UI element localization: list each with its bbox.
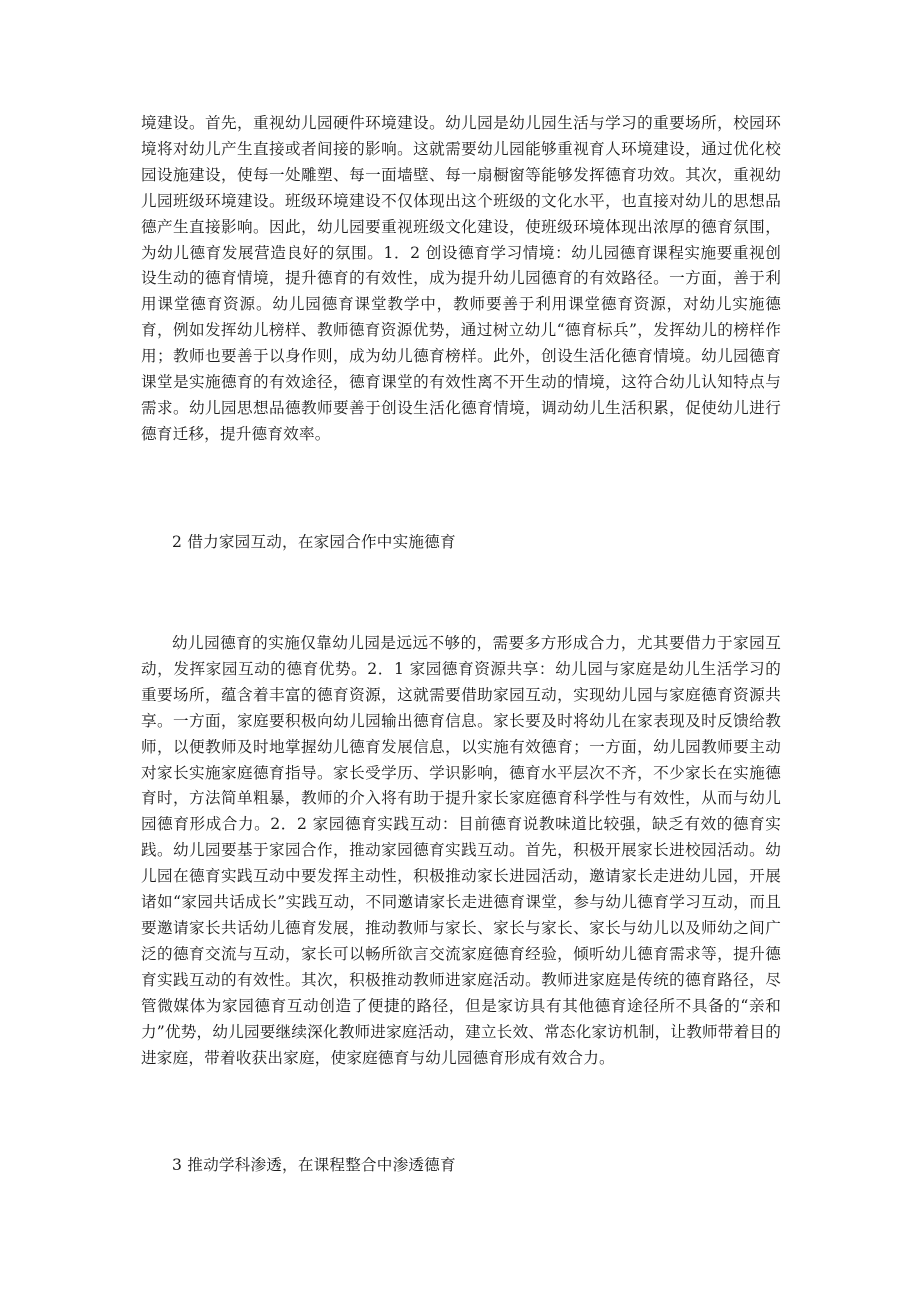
section-heading-2: 2 借力家园互动，在家园合作中实施德育 <box>172 533 456 551</box>
body-paragraph-1: 境建设。首先，重视幼儿园硬件环境建设。幼儿园是幼儿园生活与学习的重要场所，校园环境将对幼儿产生直接或者间接的影响。这就需要幼儿园能够重视育人环境建设，通过优化校园设施建设，使每一处雕塑、每一面墙壁、每一扇橱窗等能够发挥德育功效。其次，重视幼儿园班级环境建设。班级环境建设不仅体现出这个班级的文化水平，也直接对幼儿的思想品德产生直接影响。因此，幼儿园要重视班级文化建设，使班级环境体现出浓厚的德育氛围，为幼儿德育发展营造良好的氛围。1．2 创设德育学习情境：幼儿园德育课程实施要重视创设生动的德育情境，提升德育的有效性，成为提升幼儿园德育的有效路径。一方面，善于利用课堂德育资源。幼儿园德育课堂教学中，教师要善于利用课堂德育资源，对幼儿实施德育，例如发挥幼儿榜样、教师德育资源优势，通过树立幼儿“德育标兵”，发挥幼儿的榜样作用；教师也要善于以身作则，成为幼儿德育榜样。此外，创设生活化德育情境。幼儿园德育课堂是实施德育的有效途径，德育课堂的有效性离不开生动的情境，这符合幼儿认知特点与需求。幼儿园思想品德教师要善于创设生活化德育情境，调动幼儿生活积累，促使幼儿进行德育迁移，提升德育效率。 <box>141 114 781 443</box>
section-heading-3: 3 推动学科渗透，在课程整合中渗透德育 <box>172 1156 456 1174</box>
body-paragraph-2: 幼儿园德育的实施仅靠幼儿园是远远不够的，需要多方形成合力，尤其要借力于家园互动，发挥家园互动的德育优势。2．1 家园德育资源共享：幼儿园与家庭是幼儿生活学习的重要场所，蕴含着丰富的德育资源，这就需要借助家园互动，实现幼儿园与家庭德育资源共享。一方面，家庭要积极向幼儿园输出德育信息。家长要及时将幼儿在家表现及时反馈给教师，以便教师及时地掌握幼儿德育发展信息，以实施有效德育；一方面，幼儿园教师要主动对家长实施家庭德育指导。家长受学历、学识影响，德育水平层次不齐，不少家长在实施德育时，方法简单粗暴，教师的介入将有助于提升家长家庭德育科学性与有效性，从而与幼儿园德育形成合力。2．2 家园德育实践互动：目前德育说教味道比较强，缺乏有效的德育实践。幼儿园要基于家园合作，推动家园德育实践互动。首先，积极开展家长进校园活动。幼儿园在德育实践互动中要发挥主动性，积极推动家长进园活动，邀请家长走进幼儿园，开展诸如“家园共话成长”实践互动，不同邀请家长走进德育课堂，参与幼儿德育学习互动，而且要邀请家长共话幼儿德育发展，推动教师与家长、家长与家长、家长与幼儿以及师幼之间广泛的德育交流与互动，家长可以畅所欲言交流家庭德育经验，倾听幼儿德育需求等，提升德育实践互动的有效性。其次，积极推动教师进家庭活动。教师进家庭是传统的德育路径，尽管微媒体为家园德育互动创造了便捷的路径，但是家访具有其他德育途径所不具备的“亲和力”优势，幼儿园要继续深化教师进家庭活动，建立长效、常态化家访机制，让教师带着目的进家庭，带着收获出家庭，使家庭德育与幼儿园德育形成有效合力。 <box>141 634 781 1067</box>
